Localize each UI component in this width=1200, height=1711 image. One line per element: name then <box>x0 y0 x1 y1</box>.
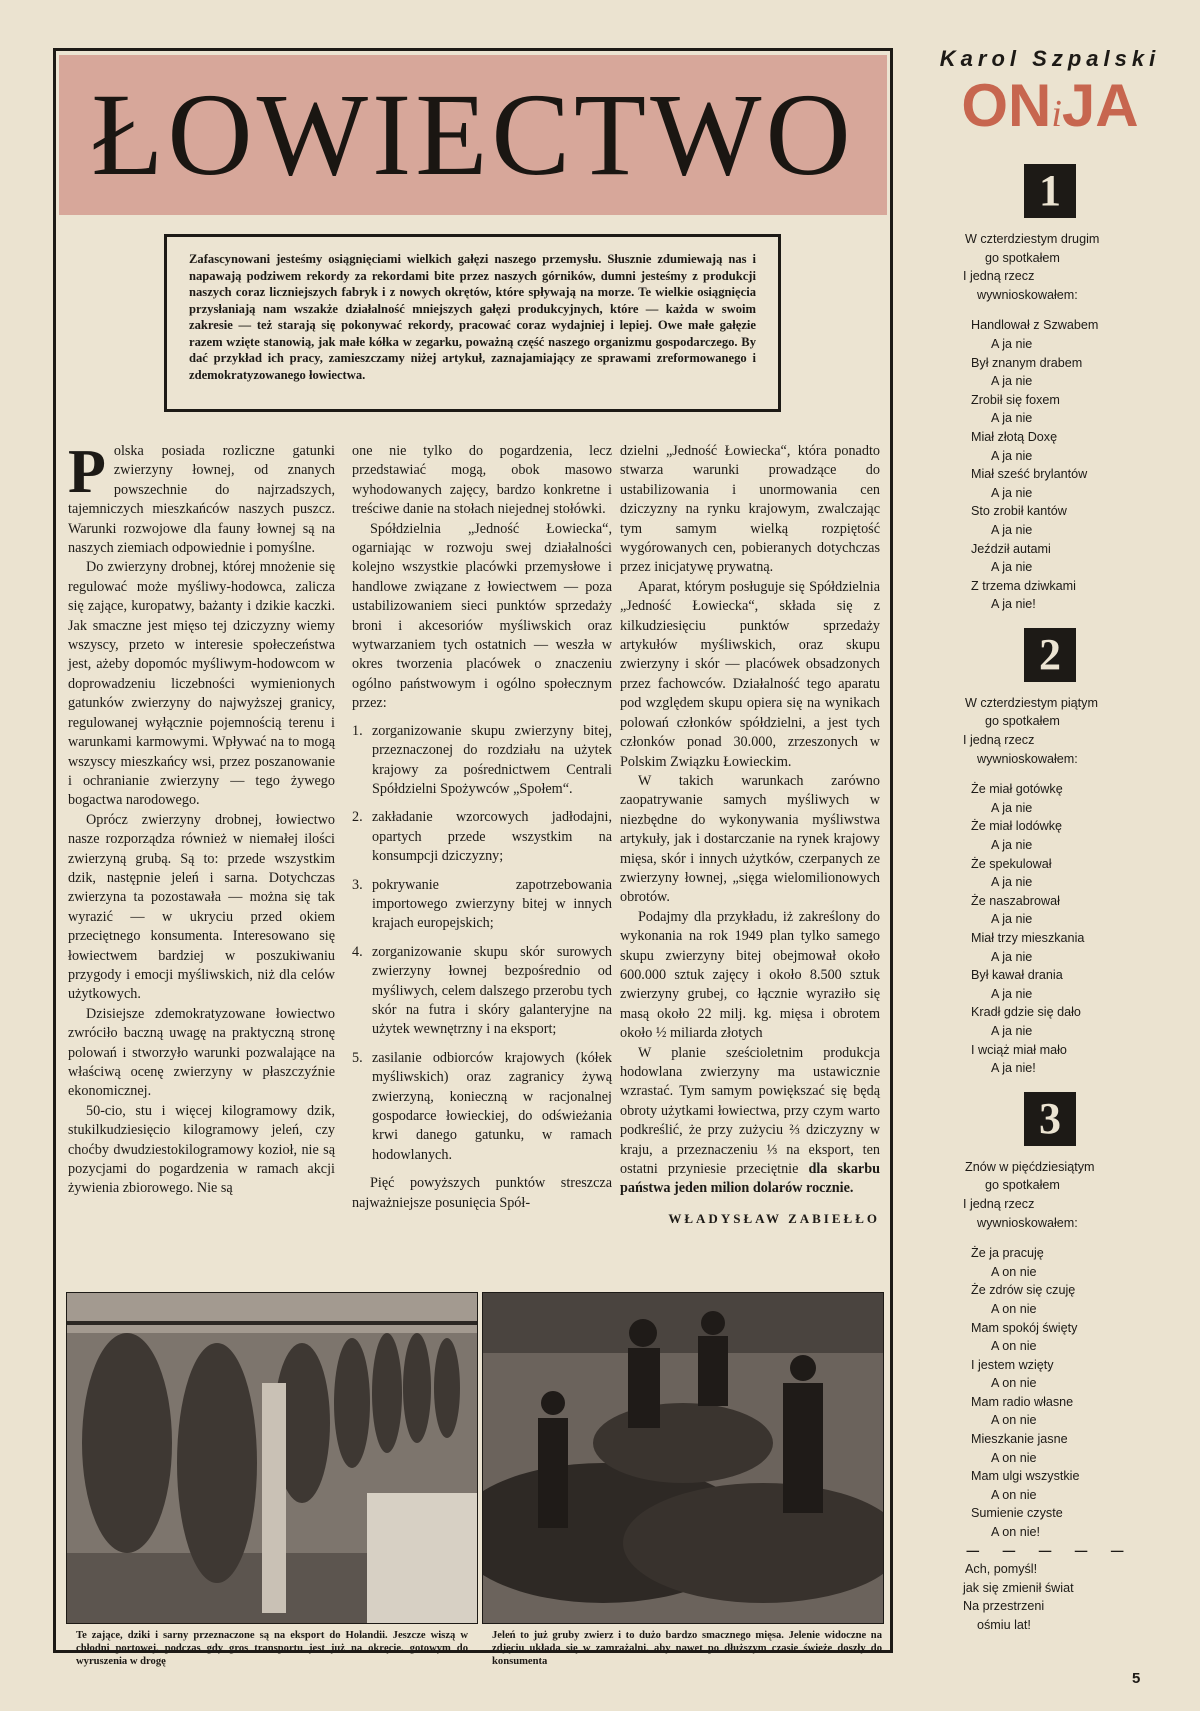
poem-line: A ja nie <box>991 411 1033 426</box>
poem-line: I jedną rzecz <box>963 733 1035 748</box>
section-number-box: 3 <box>1024 1092 1076 1146</box>
author-signature: WŁADYSŁAW ZABIEŁŁO <box>668 1210 880 1226</box>
poem-line: Sumienie czyste <box>971 1506 1063 1521</box>
poem-line: ośmiu lat! <box>977 1618 1031 1632</box>
poem-line: go spotkałem <box>985 714 1060 729</box>
poem-line: A ja nie <box>991 912 1033 927</box>
poem-line: Sto zrobił kantów <box>971 504 1067 519</box>
poem-line: A ja nie <box>991 336 1033 351</box>
poem-line: wywnioskowałem: <box>977 1215 1078 1230</box>
poem-line: I jedną rzecz <box>963 269 1035 284</box>
paragraph-text: olska posiada rozliczne gatunki zwierzyny łownej, od znanych powszechnie do najrzadszych, tajemniczych mieszkańców naszych puszcz. Warunki rozwojowe dla fauny łownej są na naszych ziemiach odpowiednie i pomyślne. <box>68 443 335 557</box>
poem-title <box>905 74 1195 146</box>
paragraph-text: W planie sześcioletnim produkcja hodowlana zwierzyny ma ustawicznie wzrastać. Tym samym powiększać się będą obroty użytkami łowiectwa, przy czym warto podkreślić, że przy zużyciu ⅔ dziczyzny w kraju, a przeznaczeniu ⅓ na eksport, ten ostatni przyniesie przeciętnie <box>620 1044 880 1178</box>
section-number-box: 2 <box>1024 628 1076 682</box>
title-part: i <box>1051 93 1062 135</box>
poem-line: A on nie! <box>991 1525 1041 1540</box>
poem-line: A ja nie <box>991 448 1033 463</box>
list-text: zorganizowanie skupu skór surowych zwierzyny łownej bezpośrednio od myśliwych, celem dalszego przerobu tych skór na futra i skóry galanteryjne na użytek wewnętrzny i na eksport; <box>372 943 612 1038</box>
poem-line: I jedną rzecz <box>963 1196 1035 1211</box>
list-text: zakładanie wzorcowych jadłodajni, opartych przede wszystkim na konsumpcji dziczyzny; <box>372 809 612 865</box>
poem-line: A on nie <box>991 1264 1037 1279</box>
poem-line: Że miał gotówkę <box>971 782 1063 797</box>
list-item <box>352 943 612 1040</box>
list-number: 5. <box>352 1049 363 1066</box>
paragraph: Aparat, którym posługuje się Spółdzielnia „Jedność Łowiecka“, składa się z kilkudziesięciu punktów sprzedaży artykułów myśliwskich, oraz skupu zwierzyny i skór — placówek obsadzonych przez fachowców. Działalność tego aparatu pod względem skupu opiera się na wynikach polowań członków spółdzielni, a jest tych członków ponad 30.000, zrzeszonych w Polskim Związku Łowieckim. <box>620 578 880 770</box>
poem-line: A ja nie! <box>991 597 1036 612</box>
photo-caption-1: Te zające, dziki i sarny przeznaczone są na eksport do Holandii. Jeszcze wiszą w chłodni portowej, podczas gdy gros transportu jest już na okręcie, gotowym do wyruszenia w drogę <box>76 1630 468 1667</box>
poem-line: Miał trzy mieszkania <box>971 931 1085 945</box>
list-item <box>352 1049 612 1165</box>
poem-column <box>905 40 1195 1635</box>
poem-line: Że naszabrował <box>971 893 1060 908</box>
poem-line: Jeździł autami <box>971 541 1051 556</box>
poem-line: Znów w pięćdziesiątym <box>965 1159 1095 1174</box>
paragraph: dzielni „Jedność Łowiecka“, która ponadto stwarza warunki prowadzące do ustabilizowania i unormowania cen dziczyzny na rynku krajowym, zwalczając tym samym wielką rozpiętość wygórowanych cen, pobieranych dotychczas przez inicjatywę prywatną. <box>620 443 880 576</box>
paragraph <box>620 1044 880 1199</box>
poem-line: Kradł gdzie się dało <box>971 1005 1081 1020</box>
poem-line: Zrobił się foxem <box>971 392 1060 407</box>
list-text: zorganizowanie skupu zwierzyny bitej, przeznaczonej do rozdziału na użytek krajowy za pośrednictwem Centrali Spółdzielni Spożywców „Społem“. <box>372 722 612 797</box>
poem-line: A ja nie! <box>991 1061 1036 1076</box>
poem-line: Był kawał drania <box>971 968 1063 983</box>
poem-line: wywnioskowałem: <box>977 287 1078 302</box>
intro-box: Zafascynowani jesteśmy osiągnięciami wielkich gałęzi naszego przemysłu. Słusznie zdumiewają nas i napawają podziwem rekordy za rekordami bite przez naszych górników, dumni jesteśmy z produkcji naszych coraz liczniejszych fabryk i z nowych okrętów, które spływają na morze. Te wielkie osiągnięcia przysłaniają nam wszakże działalność mniejszych gałęzi produkcyjnych, które — każda w swoim zakresie — też starają się pokonywać rekordy, pracować coraz wydajniej i lepiej. Owe małe gałęzie razem wzięte stanowią, jak małe kółka w zegarku, poważną część naszego organizmu gospodarczego. By dać przykład ich pracy, zamieszczamy niżej artykuł, zaznajamiający ze sprawami zreformowanego i zdemokratyzowanego łowiectwa. <box>164 234 781 412</box>
list-item <box>352 722 612 800</box>
poem-line: A on nie <box>991 1487 1037 1502</box>
poem-line: Mam radio własne <box>971 1394 1074 1409</box>
poem-line: A on nie <box>991 1376 1037 1391</box>
paragraph: W takich warunkach zarówno zaopatrywanie samych myśliwych w niezbędne do wykonywania myśliwstwa artykuły, jak i dostarczanie na rynek krajowy mięsa, skór i innych użytków, czerpanych ze zwierzyny łownej, „sięga wielomilionowych obrotów. <box>620 772 880 906</box>
page-number: 5 <box>1132 1670 1141 1687</box>
list-number: 2. <box>352 809 363 826</box>
poem-line: A ja nie <box>991 374 1033 389</box>
poem-line: wywnioskowałem: <box>977 751 1078 766</box>
list-item <box>352 808 612 866</box>
poem-line: A ja nie <box>991 560 1033 575</box>
poem-line: A ja nie <box>991 838 1033 853</box>
hanging-game-photo-graphic <box>67 1293 477 1623</box>
drop-cap: P <box>68 438 106 506</box>
poem-line: A ja nie <box>991 875 1033 890</box>
paragraph: Do zwierzyny drobnej, której mnożenie się regulować może myśliwy-hodowca, zalicza się zające, kuropatwy, bażanty i dzikie kaczki. Jak smaczne jest mięso tej dziczyzny wiemy wszyscy, przeto w interesie społeczeństwa jest, ażeby dopomóc myśliwym-hodowcom w doprowadzeniu liczebności wymienionych gatunków zwierzyny do najwyższej granicy, regulowanej wyłącznie pojemnością terenu i warunkami karmowymi. Wpływać na to mogą wszyscy mieszkańcy wsi, przez poszanowanie i ochranianie zwierzyny — tego żywego bogactwa narodowego. <box>68 559 335 809</box>
poem-line: Mieszkanie jasne <box>971 1432 1068 1447</box>
poem-line: A ja nie <box>991 522 1033 537</box>
poem-line: jak się zmienił świat <box>963 1580 1074 1595</box>
poem-line: A on nie <box>991 1339 1037 1354</box>
poem-line: W czterdziestym drugim <box>965 232 1100 246</box>
poem-stanza <box>905 230 1195 614</box>
paragraph: Pięć powyższych punktów streszcza najważniejsze posunięcia Spół- <box>352 1175 612 1211</box>
poem-line: A ja nie <box>991 949 1033 964</box>
section-number-box: 1 <box>1024 164 1076 218</box>
poem-line: W czterdziestym piątym <box>965 695 1098 710</box>
list-number: 3. <box>352 876 363 893</box>
article-column-2 <box>352 442 612 1213</box>
paragraph: 50-cio, stu i więcej kilogramowy dzik, stukilkudziesięcio kilogramowy jeleń, czy choćby dwudziestokilogramowy kozioł, nie są pozycjami do pogardzenia w ramach akcji żywienia zbiorowego. Nie są <box>68 1102 335 1197</box>
poem-line: Mam ulgi wszystkie <box>971 1469 1080 1484</box>
title-part: JA <box>1061 72 1139 139</box>
poem-line: A on nie <box>991 1450 1037 1465</box>
poem-line: A on nie <box>991 1301 1037 1316</box>
cold-storage-photo <box>66 1292 478 1624</box>
paragraph: Oprócz zwierzyny drobnej, łowiectwo nasze rozporządza również w niemałej ilości zwierzyną grubą. Są to: przede wszystkim dzik, następnie jeleń i sarna. Dotychczas zwierzyna ta pozostawała — można się tak wyrazić — w ukryciu przed okiem przeciętnego konsumenta. Interesowano się łowiectwem bardziej w poszukiwaniu przygody i emocji myśliwskich, niż dla celów użytkowych. <box>68 811 335 1003</box>
poem-line: Ach, pomyśl! <box>965 1562 1038 1577</box>
poem-stanza <box>905 1158 1195 1635</box>
poem-line: A ja nie <box>991 986 1033 1001</box>
article-headline: ŁOWIECTWO <box>91 69 855 200</box>
poem-line: Był znanym drabem <box>971 355 1083 370</box>
list-number: 1. <box>352 722 363 739</box>
poem-author: Karol Szpalski <box>939 46 1161 71</box>
photo-caption-2: Jeleń to już gruby zwierz i to dużo bardzo smacznego mięsa. Jelenie widoczne na zdjęciu układa się w zamrażalni, aby nawet po dłuższym czasie świeże doszły do konsumenta <box>492 1630 882 1667</box>
poem-line: A ja nie <box>991 1023 1033 1038</box>
paragraph <box>68 438 335 558</box>
title-part: ON <box>961 72 1052 139</box>
list-text: pokrywanie zapotrzebowania importowego zwierzyny bitej w innych krajach europejskich; <box>372 876 612 932</box>
poem-line: A on nie <box>991 1413 1037 1428</box>
poem-line: I wciąż miał mało <box>971 1042 1067 1057</box>
article-column-3 <box>620 442 880 1228</box>
poem-line: Że ja pracuję <box>971 1246 1044 1261</box>
article-column-1 <box>68 438 335 1199</box>
list-text: zasilanie odbiorców krajowych (kółek myśliwskich) oraz zagranicy żywą zwierzyną, konieczną w racjonalnej gospodarce łowieckiej, do odświeżania krwi danego gatunku, w ramach hodowlanych. <box>372 1049 612 1163</box>
paragraph: Podajmy dla przykładu, iż zakreślony do wykonania na rok 1949 plan tylko samego skupu zwierzyny bitej obejmował około 600.000 sztuk zajęcy i około 8.500 sztuk zwierzyny grubej, co łącznie wyraziło się masą około 22 milj. kg. mięsa i obrotem około ½ miliarda złotych <box>620 908 880 1042</box>
numbered-list <box>352 722 612 1166</box>
poem-line: Że spekulował <box>971 856 1052 871</box>
poem-line: go spotkałem <box>985 1178 1060 1193</box>
paragraph: Spółdzielnia „Jedność Łowiecka“, ogarniając w rozwoju swej działalności kolejno wszystkie placówki przemysłowe i handlowe związane z łowiectwem — poza ustabilizowaniem sieci punktów sprzedaży broni i akcesoriów myśliwskich oraz wytwarzaniem tych ostatnich — weszła w okres tworzenia placówek o znaczeniu ogólno państwowym i ogólno społecznym przez: <box>352 520 612 712</box>
emphasis-text: dla skarbu państwa jeden milion dolarów rocznie. <box>620 1161 880 1197</box>
poem-line: A ja nie <box>991 485 1033 500</box>
poem-line: Miał złotą Doxę <box>971 429 1058 444</box>
poem-line: A ja nie <box>991 800 1033 815</box>
poem-line: Miał sześć brylantów <box>971 467 1088 482</box>
deer-freezer-photo-graphic <box>483 1293 883 1623</box>
poem-line: go spotkałem <box>985 250 1060 265</box>
dash-separator: — — — — — <box>966 1543 1134 1558</box>
poem-line: Mam spokój święty <box>971 1320 1078 1335</box>
list-item <box>352 876 612 934</box>
poem-line: Handlował z Szwabem <box>971 318 1099 333</box>
poem-line: I jestem wzięty <box>971 1357 1054 1372</box>
paragraph: Dzisiejsze zdemokratyzowane łowiectwo zwróciło baczną uwagę na praktyczną stronę polowań i stworzyło warunki pozwalające na właściwą ocenę zwierzyny w płaszczyźnie ekonomicznej. <box>68 1005 335 1100</box>
poem-line: Że miał lodówkę <box>971 819 1062 834</box>
poem-stanza <box>905 694 1195 1078</box>
poem-line: Że zdrów się czuję <box>971 1283 1076 1298</box>
poem-line: Na przestrzeni <box>963 1599 1045 1614</box>
paragraph: one nie tylko do pogardzenia, lecz przedstawiać mogą, obok masowo wyhodowanych zajęcy, bardzo konkretne i treściwe danie na stołach niejednej stołówki. <box>352 443 612 518</box>
list-number: 4. <box>352 943 363 960</box>
poem-line: Z trzema dziwkami <box>971 578 1076 593</box>
freezer-workers-photo <box>482 1292 884 1624</box>
